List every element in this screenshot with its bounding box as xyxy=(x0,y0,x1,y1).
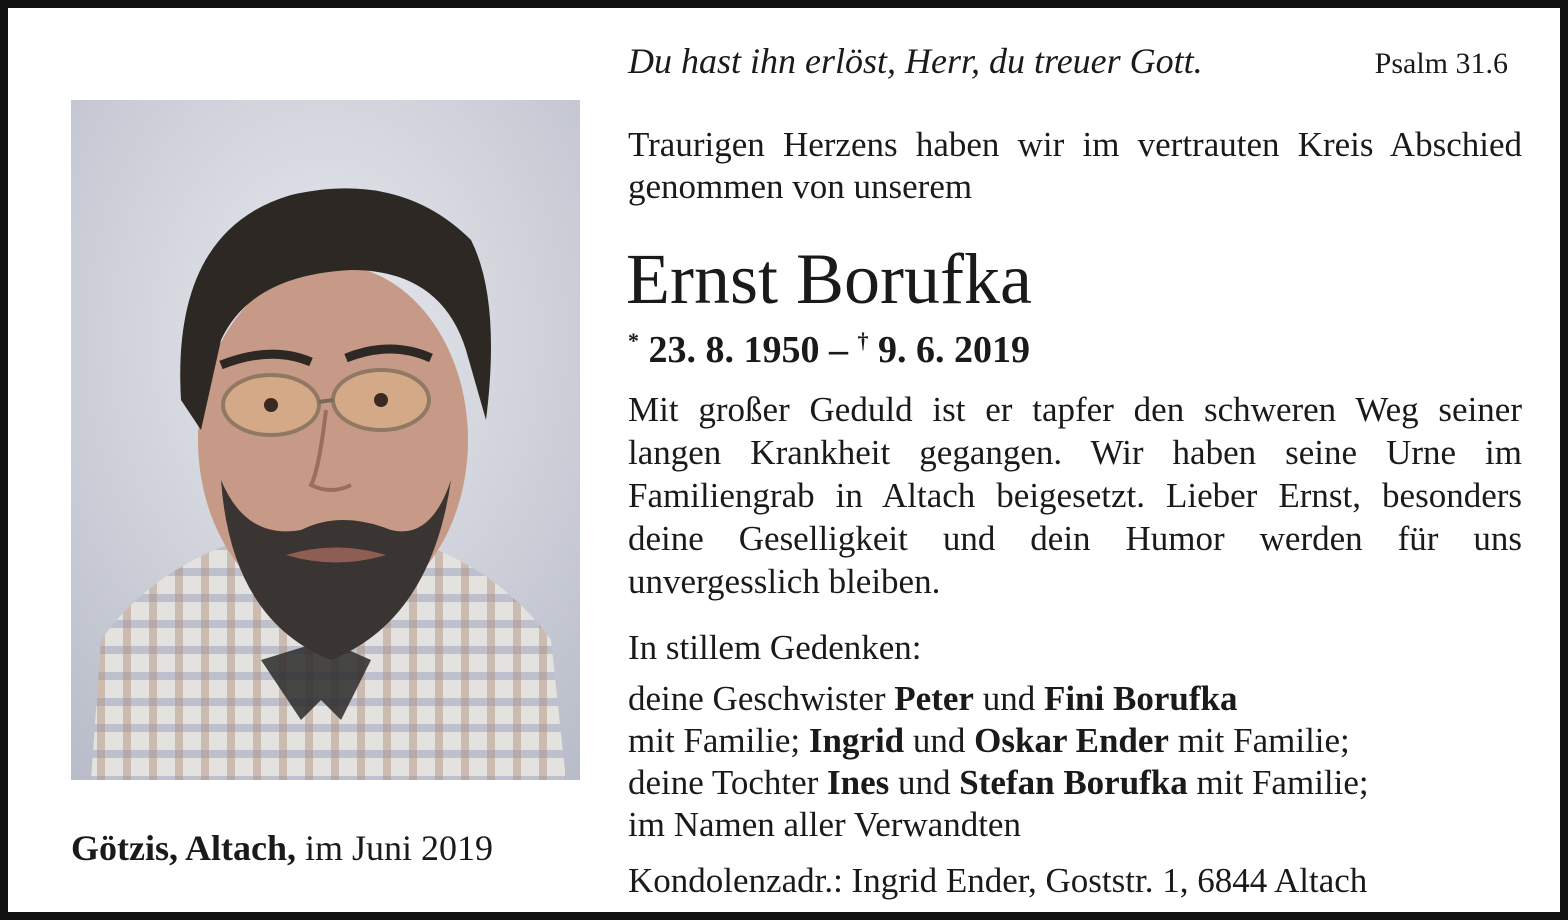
family-name: Peter xyxy=(894,679,974,718)
family-name: Oskar Ender xyxy=(974,721,1169,760)
family-text: mit Familie; xyxy=(1187,763,1369,802)
date-separator: – xyxy=(829,329,848,371)
memory-heading: In stillem Gedenken: xyxy=(628,628,922,667)
deceased-name: Ernst Borufka xyxy=(626,239,1032,319)
family-list xyxy=(628,678,1522,846)
bible-verse-text: Du hast ihn erlöst, Herr, du treuer Gott. xyxy=(628,41,1203,81)
place-and-date xyxy=(71,826,591,870)
family-line xyxy=(628,678,1522,720)
family-line xyxy=(628,720,1522,762)
family-text: und xyxy=(973,679,1044,718)
body-text: Mit großer Geduld ist er tapfer den schweren Weg seiner langen Krankheit gegangen. Wir haben seine Urne im Familiengrab in Altach beigesetzt. Lieber Ernst, besonders deine Geselligkeit und dein Humor werden für uns unvergesslich bleiben. xyxy=(628,390,1522,601)
family-name: Stefan Borufka xyxy=(959,763,1188,802)
family-text: und xyxy=(889,763,960,802)
family-text: deine Tochter xyxy=(628,763,828,802)
intro-text: Traurigen Herzens haben wir im vertrauten Kreis Abschied genommen von unserem xyxy=(628,125,1522,206)
death-date: 9. 6. 2019 xyxy=(878,329,1030,371)
birth-date: 23. 8. 1950 xyxy=(648,329,820,371)
family-text: und xyxy=(904,721,975,760)
family-text: mit Familie; xyxy=(628,721,809,760)
family-line: im Namen aller Verwandten xyxy=(628,805,1021,844)
birth-symbol: * xyxy=(628,328,639,353)
family-name: Ines xyxy=(827,763,890,802)
life-dates xyxy=(628,318,1030,373)
portrait-illustration xyxy=(71,100,580,780)
psalm-reference: Psalm 31.6 xyxy=(1374,47,1508,80)
portrait-photo xyxy=(71,100,580,780)
condolence-address: Kondolenzadr.: Ingrid Ender, Goststr. 1, 6844 Altach xyxy=(628,861,1368,900)
family-name: Fini Borufka xyxy=(1043,679,1238,718)
place-date: im Juni 2019 xyxy=(295,828,493,868)
place-names: Götzis, Altach, xyxy=(71,828,296,868)
family-line xyxy=(628,762,1522,804)
family-name: Ingrid xyxy=(808,721,905,760)
family-text: mit Familie; xyxy=(1168,721,1350,760)
death-symbol: † xyxy=(857,328,869,353)
family-text: deine Geschwister xyxy=(628,679,895,718)
